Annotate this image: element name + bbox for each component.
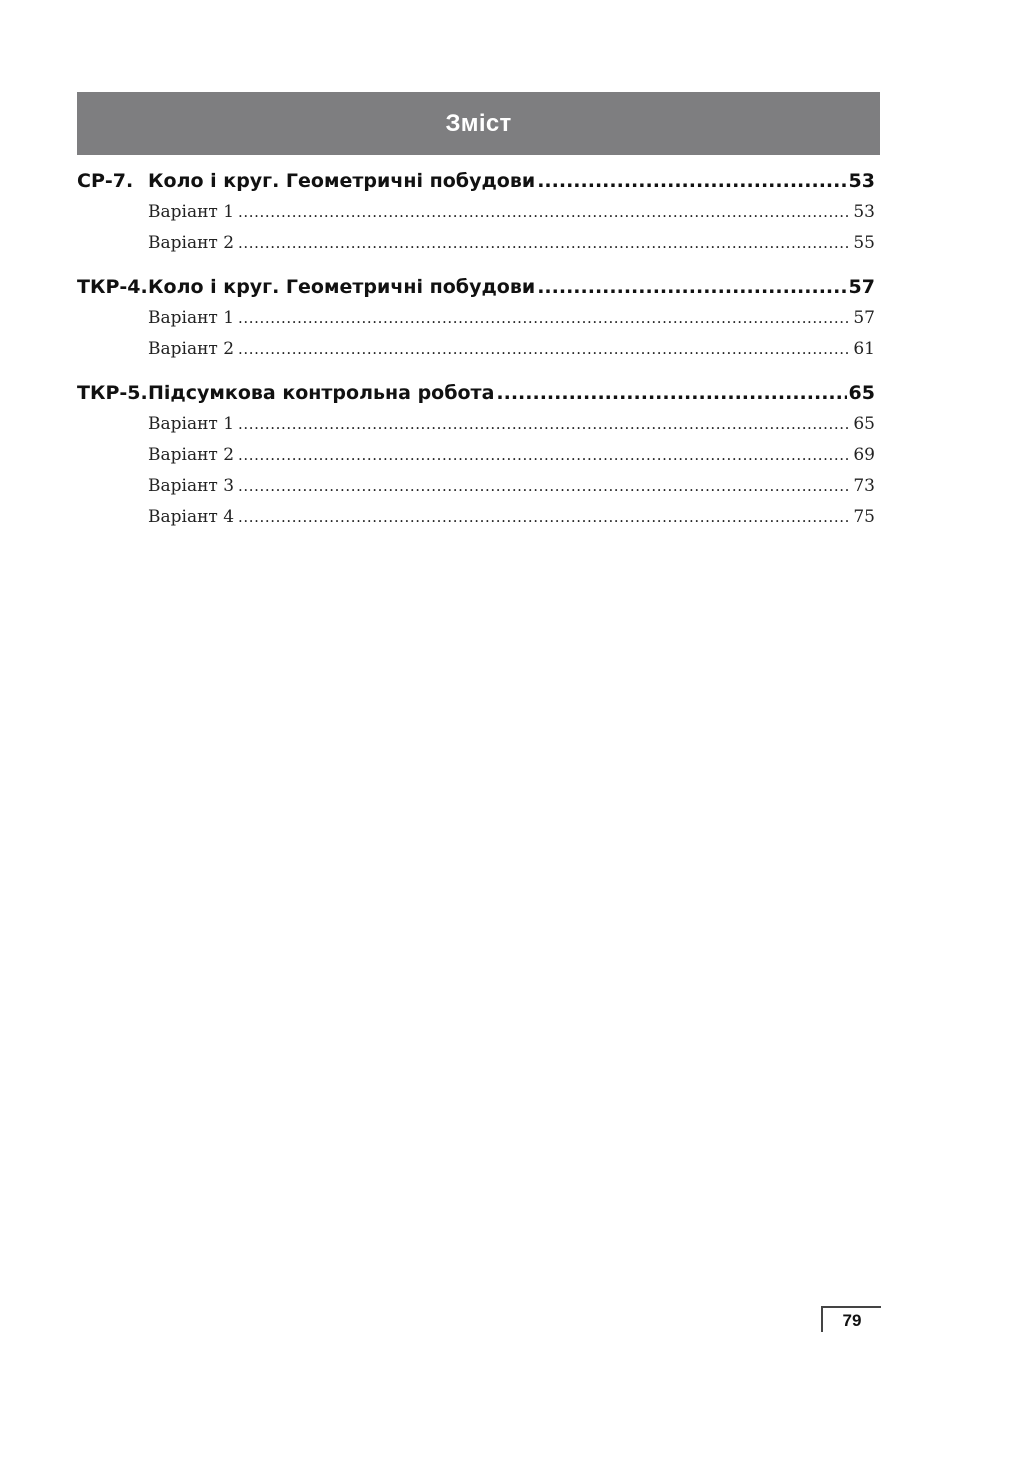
dot-leader bbox=[537, 276, 846, 298]
item-label: Варіант 2 bbox=[148, 233, 235, 253]
section-title: Коло і круг. Геометричні побудови bbox=[148, 170, 536, 192]
dot-leader bbox=[238, 339, 849, 359]
toc-item-row[interactable] bbox=[77, 339, 875, 370]
toc-section-row[interactable] bbox=[77, 276, 875, 308]
dot-leader bbox=[537, 170, 846, 192]
dot-leader bbox=[238, 233, 849, 253]
item-page-number: 55 bbox=[853, 233, 875, 253]
dot-leader bbox=[238, 308, 849, 328]
page-footer bbox=[821, 1306, 881, 1332]
toc-item-row[interactable] bbox=[77, 414, 875, 445]
section-page-number: 65 bbox=[848, 382, 875, 404]
dot-leader bbox=[238, 445, 849, 465]
item-page-number: 57 bbox=[853, 308, 875, 328]
item-page-number: 75 bbox=[853, 507, 875, 527]
item-label: Варіант 1 bbox=[148, 308, 235, 328]
item-page-number: 61 bbox=[853, 339, 875, 359]
item-label: Варіант 1 bbox=[148, 414, 235, 434]
toc-section-row[interactable] bbox=[77, 382, 875, 414]
item-label: Варіант 2 bbox=[148, 445, 235, 465]
toc-item-row[interactable] bbox=[77, 308, 875, 339]
item-label: Варіант 3 bbox=[148, 476, 235, 496]
toc-item-row[interactable] bbox=[77, 233, 875, 264]
dot-leader bbox=[238, 202, 849, 222]
item-label: Варіант 4 bbox=[148, 507, 235, 527]
section-code: СР-7. bbox=[77, 170, 134, 192]
toc-section-row[interactable] bbox=[77, 170, 875, 202]
dot-leader bbox=[496, 382, 846, 404]
contents-header-bar bbox=[77, 92, 880, 155]
item-page-number: 65 bbox=[853, 414, 875, 434]
toc-section-cp7 bbox=[77, 170, 875, 264]
section-code: ТКР-4. bbox=[77, 276, 148, 298]
toc-section-tkr4 bbox=[77, 276, 875, 370]
section-page-number: 57 bbox=[848, 276, 875, 298]
item-label: Варіант 1 bbox=[148, 202, 235, 222]
dot-leader bbox=[238, 507, 849, 527]
section-title: Коло і круг. Геометричні побудови bbox=[148, 276, 536, 298]
contents-title: Зміст bbox=[445, 109, 512, 137]
toc-section-tkr5 bbox=[77, 382, 875, 538]
item-page-number: 53 bbox=[853, 202, 875, 222]
item-label: Варіант 2 bbox=[148, 339, 235, 359]
dot-leader bbox=[238, 476, 849, 496]
section-page-number: 53 bbox=[848, 170, 875, 192]
table-of-contents bbox=[77, 170, 875, 550]
item-page-number: 69 bbox=[853, 445, 875, 465]
item-page-number: 73 bbox=[853, 476, 875, 496]
toc-item-row[interactable] bbox=[77, 476, 875, 507]
toc-item-row[interactable] bbox=[77, 445, 875, 476]
toc-item-row[interactable] bbox=[77, 507, 875, 538]
section-code: ТКР-5. bbox=[77, 382, 148, 404]
page-number: 79 bbox=[842, 1311, 862, 1330]
section-title: Підсумкова контрольна робота bbox=[148, 382, 495, 404]
dot-leader bbox=[238, 414, 849, 434]
toc-item-row[interactable] bbox=[77, 202, 875, 233]
